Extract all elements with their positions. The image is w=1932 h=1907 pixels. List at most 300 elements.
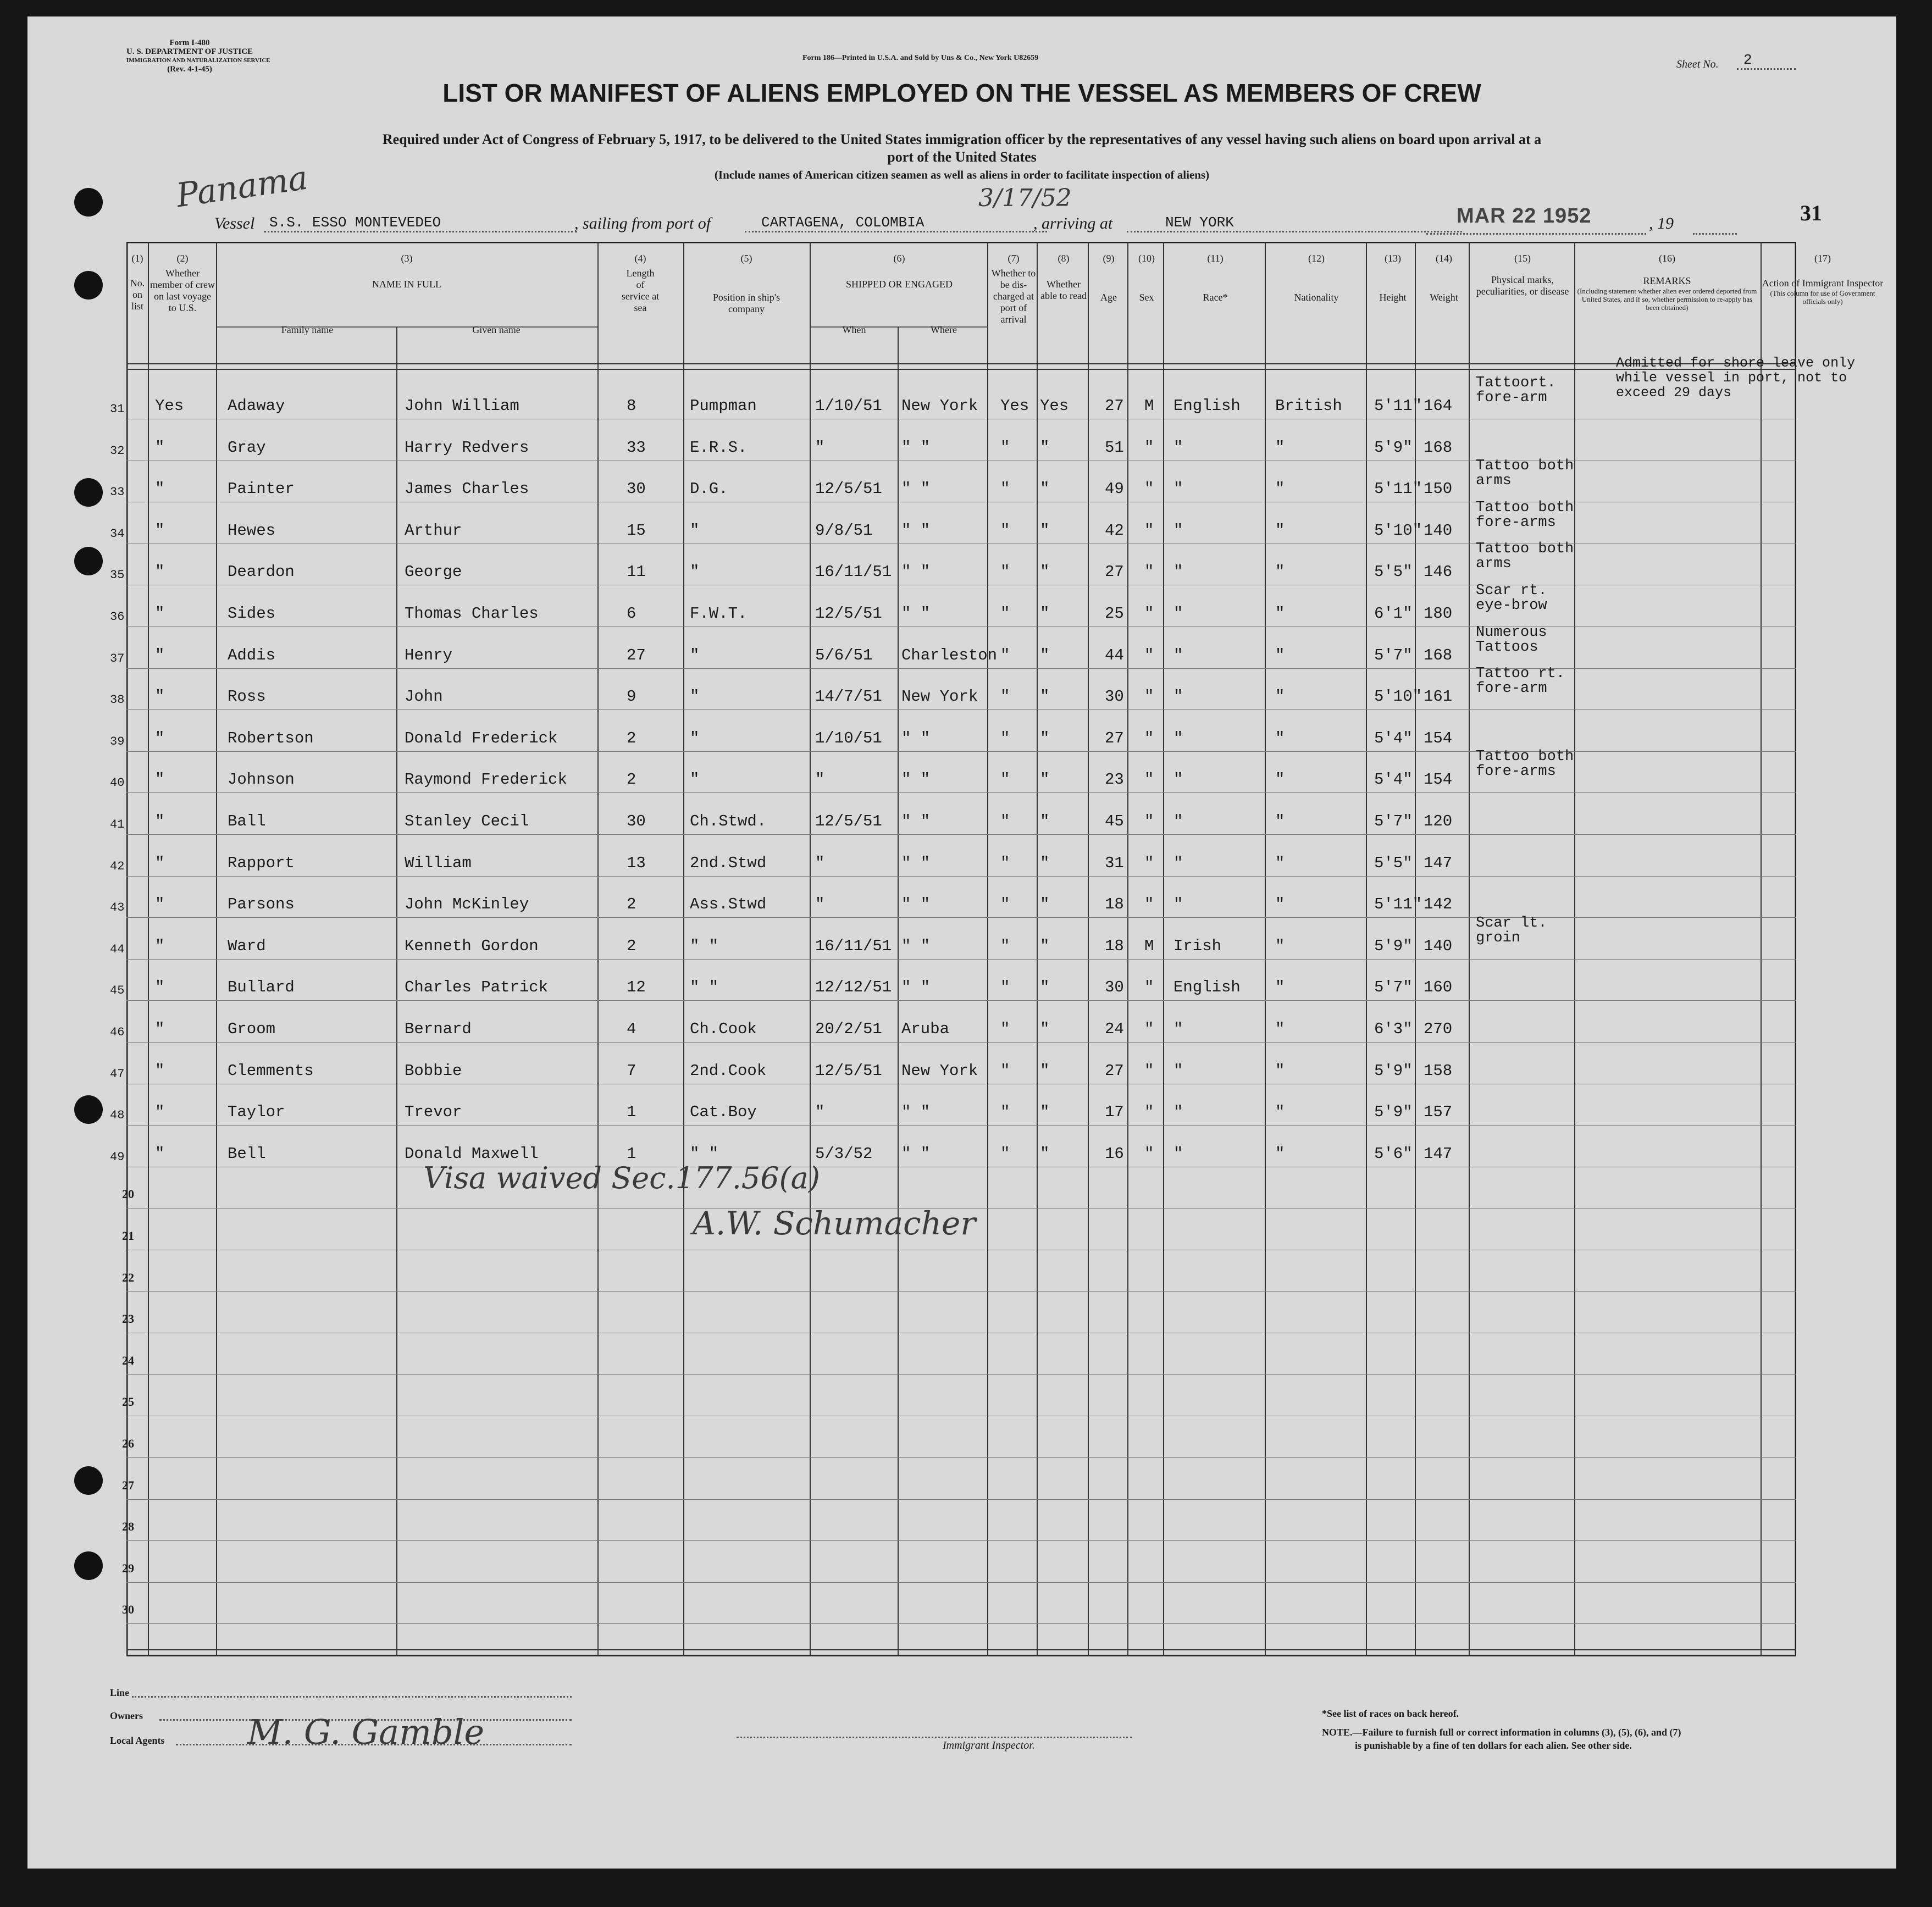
row-given-name: Raymond Frederick [405, 770, 567, 789]
row-crew-prev: " [155, 521, 165, 540]
row-service-years: 11 [627, 563, 646, 581]
row-position: " " [690, 978, 719, 997]
row-service-years: 8 [627, 397, 636, 415]
row-physical-marks: Tattoo both [1476, 749, 1574, 766]
row-weight: 147 [1424, 853, 1453, 872]
col-label: Physical marks, peculiarities, or disease [1476, 274, 1569, 297]
row-given-name: John William [405, 397, 519, 415]
col-label: Age [1100, 292, 1117, 303]
col-17-header [1761, 253, 1885, 306]
row-weight: 120 [1424, 812, 1453, 830]
col-note: (This column for use of Government officials only) [1770, 289, 1875, 306]
row-given-name: William [405, 853, 472, 872]
col-number: (13) [1385, 253, 1401, 264]
row-race: " [1173, 1144, 1183, 1163]
row-nationality: " [1275, 646, 1285, 664]
row-position: " [690, 521, 700, 540]
col-11-header [1166, 253, 1265, 303]
row-nationality: " [1275, 853, 1285, 872]
row-rule [126, 876, 1796, 877]
owners-label-text: Owners [110, 1710, 143, 1721]
row-number: 39 [110, 734, 125, 749]
row-physical-marks: Scar lt. [1476, 914, 1547, 932]
col-number: (12) [1308, 253, 1325, 264]
row-physical-marks: Tattoo both [1476, 541, 1574, 558]
row-shipped-where: " " [901, 895, 931, 914]
row-weight: 140 [1424, 521, 1453, 540]
remark-line: Admitted for shore leave only [1616, 355, 1856, 371]
row-service-years: 13 [627, 853, 646, 872]
col-number: (17) [1814, 253, 1831, 264]
col-label: NAME IN FULL [372, 279, 441, 290]
row-able-to-read: " [1040, 646, 1050, 664]
row-weight: 157 [1424, 1103, 1453, 1122]
row-shipped-where: " " [901, 480, 931, 498]
row-number: 25 [122, 1395, 134, 1409]
row-height: 5'5" [1374, 563, 1413, 581]
row-position: " " [690, 936, 719, 955]
row-position: D.G. [690, 480, 728, 498]
row-family-name: Clemments [228, 1061, 314, 1080]
row-number: 31 [110, 402, 125, 416]
row-position: Ch.Stwd. [690, 812, 767, 830]
row-age: 30 [1105, 978, 1124, 997]
row-position: Cat.Boy [690, 1103, 757, 1122]
row-family-name: Johnson [228, 770, 295, 789]
row-position: " [690, 770, 700, 789]
col-number: (4) [634, 253, 646, 264]
row-sex: " [1144, 978, 1154, 997]
row-age: 27 [1105, 563, 1124, 581]
sheet-label: Sheet No. [1676, 58, 1719, 70]
row-discharged: " [1000, 605, 1010, 623]
row-nationality: British [1275, 397, 1342, 415]
row-rule [126, 1125, 1796, 1126]
col-label: SHIPPED OR ENGAGED [845, 279, 953, 290]
row-discharged: " [1000, 688, 1010, 706]
row-service-years: 2 [627, 936, 636, 955]
row-crew-prev: " [155, 895, 165, 914]
row-family-name: Ball [228, 812, 266, 830]
row-shipped-where: " " [901, 770, 931, 789]
row-weight: 180 [1424, 605, 1453, 623]
col-number: (15) [1514, 253, 1531, 264]
row-service-years: 2 [627, 770, 636, 789]
row-weight: 154 [1424, 770, 1453, 789]
col-label: Weight [1430, 292, 1458, 303]
row-able-to-read: " [1040, 605, 1050, 623]
row-able-to-read: " [1040, 563, 1050, 581]
row-able-to-read: " [1040, 688, 1050, 706]
row-able-to-read: " [1040, 770, 1050, 789]
row-sex: " [1144, 688, 1154, 706]
row-rule [126, 1499, 1796, 1500]
row-rule [126, 1582, 1796, 1583]
row-service-years: 2 [627, 895, 636, 914]
row-rule [126, 834, 1796, 835]
row-physical-marks: Scar rt. [1476, 583, 1547, 599]
row-discharged: " [1000, 480, 1010, 498]
form-number: Form I-480 [169, 38, 210, 47]
row-able-to-read: " [1040, 812, 1050, 830]
inspector-field [737, 1726, 1132, 1738]
row-age: 31 [1105, 853, 1124, 872]
manifest-table-grid [126, 242, 1796, 1656]
row-family-name: Adaway [228, 397, 285, 415]
given-name-header: Given name [472, 324, 521, 335]
row-nationality: " [1275, 978, 1285, 997]
row-service-years: 15 [627, 521, 646, 540]
row-height: 5'11" [1374, 397, 1422, 415]
row-age: 42 [1105, 521, 1124, 540]
col-4-header [599, 253, 682, 314]
row-crew-prev: " [155, 605, 165, 623]
row-position: Pumpman [690, 397, 757, 415]
row-crew-prev: " [155, 936, 165, 955]
row-physical-marks: groin [1476, 929, 1521, 946]
sailing-port: CARTAGENA, COLOMBIA [745, 214, 1047, 232]
row-able-to-read: " [1040, 853, 1050, 872]
row-age: 27 [1105, 729, 1124, 747]
row-family-name: Ross [228, 688, 266, 706]
row-discharged: " [1000, 812, 1010, 830]
row-crew-prev: " [155, 646, 165, 664]
row-number: 36 [110, 610, 125, 624]
row-nationality: " [1275, 438, 1285, 457]
row-nationality: " [1275, 480, 1285, 498]
shipped-where-header: Where [931, 324, 957, 335]
row-shipped-when: 20/2/51 [815, 1020, 882, 1038]
row-number: 33 [110, 485, 125, 500]
col-number: (7) [1007, 253, 1020, 264]
row-age: 17 [1105, 1103, 1124, 1122]
row-physical-marks: Tattoort. [1476, 375, 1556, 391]
row-discharged: Yes [1000, 397, 1029, 415]
row-physical-marks: Tattoos [1476, 639, 1538, 656]
row-family-name: Ward [228, 936, 266, 955]
table-border [127, 242, 1796, 1656]
row-age: 27 [1105, 397, 1124, 415]
row-crew-prev: " [155, 1144, 165, 1163]
row-height: 5'10" [1374, 521, 1422, 540]
row-height: 5'9" [1374, 438, 1413, 457]
row-nationality: " [1275, 605, 1285, 623]
row-age: 18 [1105, 895, 1124, 914]
row-family-name: Parsons [228, 895, 295, 914]
row-shipped-when: 9/8/51 [815, 521, 873, 540]
row-weight: 140 [1424, 936, 1453, 955]
punch-hole [74, 547, 103, 575]
row-weight: 164 [1424, 397, 1453, 415]
row-height: 5'4" [1374, 729, 1413, 747]
row-service-years: 33 [627, 438, 646, 457]
row-age: 49 [1105, 480, 1124, 498]
row-race: " [1173, 605, 1183, 623]
col-10-header [1130, 253, 1164, 303]
row-shipped-when: " [815, 853, 825, 872]
row-nationality: " [1275, 812, 1285, 830]
row-family-name: Bullard [228, 978, 295, 997]
row-race: " [1173, 729, 1183, 747]
row-able-to-read: " [1040, 1144, 1050, 1163]
row-shipped-when: 1/10/51 [815, 397, 882, 415]
row-sex: " [1144, 812, 1154, 830]
row-given-name: Arthur [405, 521, 462, 540]
row-height: 5'6" [1374, 1144, 1413, 1163]
row-number: 35 [110, 568, 125, 583]
col-1-header [128, 253, 147, 312]
row-given-name: Henry [405, 646, 453, 664]
row-given-name: Donald Maxwell [405, 1144, 539, 1163]
col-5-header [685, 253, 808, 315]
row-number: 20 [122, 1187, 134, 1201]
row-age: 30 [1105, 688, 1124, 706]
row-discharged: " [1000, 1061, 1010, 1080]
handwritten-country: Panama [174, 158, 311, 215]
col-number: (11) [1207, 253, 1224, 264]
row-age: 44 [1105, 646, 1124, 664]
row-shipped-when: 12/12/51 [815, 978, 892, 997]
row-age: 16 [1105, 1144, 1124, 1163]
row-discharged: " [1000, 978, 1010, 997]
row-shipped-where: " " [901, 978, 931, 997]
row-discharged: " [1000, 1103, 1010, 1122]
row-sex: " [1144, 563, 1154, 581]
row-service-years: 30 [627, 812, 646, 830]
row-number: 30 [122, 1603, 134, 1617]
row-crew-prev: " [155, 1103, 165, 1122]
row-physical-marks: fore-arm [1476, 390, 1547, 406]
row-age: 25 [1105, 605, 1124, 623]
col-7-header [989, 253, 1038, 325]
row-shipped-when: 12/5/51 [815, 1061, 882, 1080]
row-number: 37 [110, 651, 125, 666]
row-nationality: " [1275, 1020, 1285, 1038]
dept-line: IMMIGRATION AND NATURALIZATION SERVICE [126, 57, 270, 64]
row-discharged: " [1000, 729, 1010, 747]
row-weight: 270 [1424, 1020, 1453, 1038]
row-shipped-where: " " [901, 936, 931, 955]
row-race: " [1173, 895, 1183, 914]
row-given-name: Charles Patrick [405, 978, 549, 997]
row-number: 22 [122, 1270, 134, 1284]
row-shipped-when: 5/3/52 [815, 1144, 873, 1163]
row-rule [126, 1291, 1796, 1292]
agents-label-text: Local Agents [110, 1735, 165, 1746]
row-shipped-when: " [815, 1103, 825, 1122]
inspector-label: Immigrant Inspector. [943, 1739, 1035, 1751]
row-number: 26 [122, 1437, 134, 1450]
col-13-header [1369, 253, 1417, 303]
row-given-name: Kenneth Gordon [405, 936, 539, 955]
row-number: 45 [110, 984, 125, 998]
row-shipped-when: 14/7/51 [815, 688, 882, 706]
row-crew-prev: " [155, 1061, 165, 1080]
row-height: 5'4" [1374, 770, 1413, 789]
col-number: (16) [1659, 253, 1675, 264]
year-label: , 19 [1649, 214, 1674, 232]
row-crew-prev: " [155, 1020, 165, 1038]
row-shipped-where: " " [901, 605, 931, 623]
sailing-label: , sailing from port of [574, 214, 711, 232]
row-race: English [1173, 397, 1241, 415]
row-crew-prev: " [155, 978, 165, 997]
row-number: 27 [122, 1478, 134, 1492]
col-label: Length of service at sea [621, 268, 660, 313]
sheet-number: 2 [1737, 52, 1796, 70]
races-note: *See list of races on back hereof. [1322, 1708, 1459, 1719]
row-position: E.R.S. [690, 438, 748, 457]
punch-hole [74, 1095, 103, 1124]
row-height: 5'9" [1374, 936, 1413, 955]
row-sex: " [1144, 438, 1154, 457]
form-subtitle [110, 131, 1814, 184]
row-given-name: Donald Frederick [405, 729, 558, 747]
row-nationality: " [1275, 1144, 1285, 1163]
row-race: English [1173, 978, 1241, 997]
row-height: 5'7" [1374, 812, 1413, 830]
row-able-to-read: " [1040, 978, 1050, 997]
row-shipped-where: " " [901, 853, 931, 872]
row-number: 29 [122, 1561, 134, 1575]
inspector-signature: A.W. Schumacher [693, 1205, 976, 1242]
col-2-header [150, 253, 215, 314]
row-physical-marks: fore-arms [1476, 514, 1556, 531]
row-rule [126, 792, 1796, 793]
col-number: (10) [1138, 253, 1155, 264]
row-weight: 160 [1424, 978, 1453, 997]
row-shipped-where: " " [901, 521, 931, 540]
row-shipped-when: 12/5/51 [815, 480, 882, 498]
row-family-name: Painter [228, 480, 295, 498]
row-shipped-where: " " [901, 1144, 931, 1163]
row-rule [126, 1540, 1796, 1541]
subtitle-note: (Include names of American citizen seamen as well as aliens in order to facilitate inspection of aliens) [714, 168, 1210, 181]
col-6-header [811, 253, 988, 290]
col-label: Whether to be dis-charged at port of arrival [991, 268, 1036, 325]
row-weight: 168 [1424, 438, 1453, 457]
year-line [1693, 214, 1737, 235]
dept-line: (Rev. 4-1-45) [167, 65, 212, 74]
row-sex: M [1144, 936, 1154, 955]
row-height: 5'11" [1374, 895, 1422, 914]
col-label: Race* [1203, 292, 1228, 303]
row-able-to-read: " [1040, 729, 1050, 747]
row-shipped-where: " " [901, 563, 931, 581]
row-rule [126, 709, 1796, 710]
row-sex: " [1144, 1144, 1154, 1163]
row-position: F.W.T. [690, 605, 748, 623]
row-shipped-where: " " [901, 812, 931, 830]
row-physical-marks: Tattoo both [1476, 458, 1574, 475]
row-given-name: John McKinley [405, 895, 529, 914]
col-number: (5) [740, 253, 752, 264]
row-race: " [1173, 1103, 1183, 1122]
line-label [110, 1687, 129, 1699]
row-crew-prev: " [155, 480, 165, 498]
row-height: 5'7" [1374, 646, 1413, 664]
row-crew-prev: " [155, 853, 165, 872]
penalty-note [1322, 1726, 1681, 1752]
row-shipped-where: " " [901, 1103, 931, 1122]
row-family-name: Hewes [228, 521, 276, 540]
row-race: " [1173, 521, 1183, 540]
row-position: Ass.Stwd [690, 895, 767, 914]
row-able-to-read: " [1040, 1061, 1050, 1080]
row-race: " [1173, 688, 1183, 706]
col-8-header [1040, 253, 1087, 302]
row-race: Irish [1173, 936, 1222, 955]
punch-hole [74, 188, 103, 217]
row-able-to-read: " [1040, 438, 1050, 457]
row-able-to-read: " [1040, 480, 1050, 498]
row-shipped-when: 5/6/51 [815, 646, 873, 664]
owners-label [110, 1710, 143, 1722]
row-rule [126, 1623, 1796, 1624]
row-physical-marks: fore-arm [1476, 680, 1547, 697]
row-family-name: Sides [228, 605, 276, 623]
row-nationality: " [1275, 563, 1285, 581]
row-age: 27 [1105, 1061, 1124, 1080]
row-discharged: " [1000, 1144, 1010, 1163]
vessel-name: S.S. ESSO MONTEVEDEO [264, 214, 577, 232]
row-physical-marks: Numerous [1476, 624, 1547, 641]
col-label: Nationality [1294, 292, 1339, 303]
row-position: " [690, 729, 700, 747]
row-shipped-when: 1/10/51 [815, 729, 882, 747]
row-age: 45 [1105, 812, 1124, 830]
row-nationality: " [1275, 521, 1285, 540]
row-discharged: " [1000, 1020, 1010, 1038]
punch-hole [74, 271, 103, 300]
agents-label [110, 1735, 165, 1747]
row-crew-prev: " [155, 563, 165, 581]
row-physical-marks: Tattoo rt. [1476, 666, 1565, 683]
col-label: Whether member of crew on last voyage to U.S. [150, 268, 215, 313]
row-shipped-where: " " [901, 438, 931, 457]
col-number: (3) [401, 253, 413, 264]
row-weight: 161 [1424, 688, 1453, 706]
row-race: " [1173, 1061, 1183, 1080]
row-service-years: 6 [627, 605, 636, 623]
row-race: " [1173, 438, 1183, 457]
remark-line: exceed 29 days [1616, 385, 1732, 401]
row-service-years: 9 [627, 688, 636, 706]
row-race: " [1173, 563, 1183, 581]
arriving-label: , arriving at [1033, 214, 1113, 232]
row-service-years: 1 [627, 1144, 636, 1163]
row-family-name: Groom [228, 1020, 276, 1038]
row-rule [126, 959, 1796, 960]
row-number: 49 [110, 1150, 125, 1164]
row-age: 24 [1105, 1020, 1124, 1038]
row-service-years: 2 [627, 729, 636, 747]
row-position: 2nd.Cook [690, 1061, 767, 1080]
row-height: 5'7" [1374, 978, 1413, 997]
row-sex: " [1144, 1061, 1154, 1080]
row-number: 42 [110, 859, 125, 873]
col-number: (2) [176, 253, 189, 264]
col-note: (Including statement whether alien ever ordered deported from United States, and if so, whether permission to re-apply has been obtained) [1577, 287, 1757, 312]
row-sex: " [1144, 480, 1154, 498]
row-age: 51 [1105, 438, 1124, 457]
row-shipped-when: 12/5/51 [815, 605, 882, 623]
row-family-name: Robertson [228, 729, 314, 747]
row-shipped-where: New York [901, 397, 978, 415]
row-position: " [690, 646, 700, 664]
row-service-years: 30 [627, 480, 646, 498]
form-title: LIST OR MANIFEST OF ALIENS EMPLOYED ON THE VESSEL AS MEMBERS OF CREW [442, 79, 1481, 107]
